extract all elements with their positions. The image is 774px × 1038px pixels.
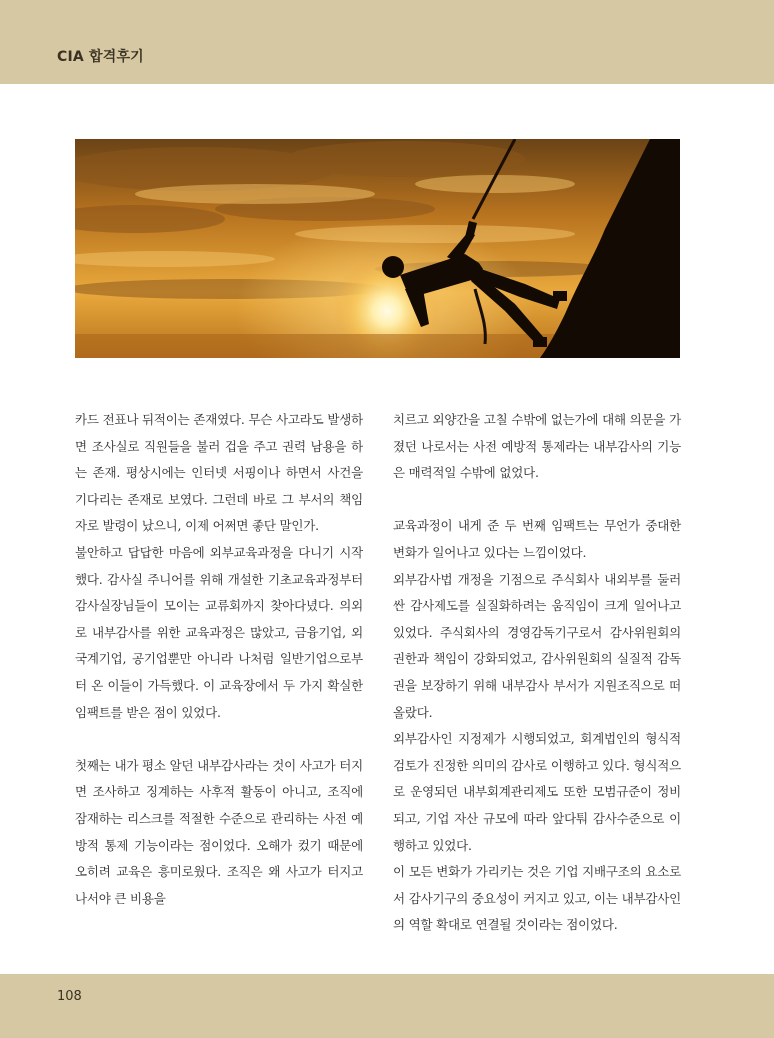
header-band — [0, 0, 774, 84]
paragraph: 불안하고 답답한 마음에 외부교육과정을 다니기 시작했다. 감사실 주니어를 위해 개설한 기초교육과정부터 감사실장님들이 모이는 교류회까지 찾아다녔다. 의외로 내부감사를 위한 교육과정은 많았고, 금융기업, 외국계기업, 공기업뿐만 아니라 나처럼 일반기업으로부터 온 이들이 가득했다. 이 교육장에서 두 가지 확실한 임팩트를 받은 점이 있었다. — [75, 544, 363, 720]
paragraph: 첫째는 내가 평소 알던 내부감사라는 것이 사고가 터지면 조사하고 징계하는 사후적 활동이 아니고, 조직에 잠재하는 리스크를 적절한 수준으로 관리하는 사전 예방적 통제 기능이라는 점이었다. 오해가 컸기 때문에 오히려 교육은 흥미로웠다. 조직은 왜 사고가 터지고 나서야 큰 비용을 — [75, 757, 363, 906]
paragraph: 외부감사법 개정을 기점으로 주식회사 내외부를 둘러싼 감사제도를 실질화하려는 움직임이 크게 일어나고 있었다. 주식회사의 경영감독기구로서 감사위원회의 권한과 책임이 강화되었고, 감사위원회의 실질적 감독권을 보장하기 위해 내부감사 부서가 지원조직으로 떠올랐다. — [393, 571, 681, 720]
paragraph: 치르고 외양간을 고칠 수밖에 없는가에 대해 의문을 가졌던 나로서는 사전 예방적 통제라는 내부감사의 기능은 매력적일 수밖에 없었다. — [393, 412, 681, 481]
paragraph: 교육과정이 내게 준 두 번째 임팩트는 무언가 중대한 변화가 일어나고 있다는 느낌이었다. — [393, 518, 681, 560]
paragraph: 카드 전표나 뒤적이는 존재였다. 무슨 사고라도 발생하면 조사실로 직원들을 불러 겁을 주고 권력 남용을 하는 존재. 평상시에는 인터넷 서핑이나 하면서 사건을 기다리는 존재로 보였다. 그런데 바로 그 부서의 책임자로 발령이 났으니, 이제 어쩌면 좋단 말인가. — [75, 412, 363, 534]
climber-at-sunset-photo — [75, 139, 680, 358]
paragraph: 외부감사인 지정제가 시행되었고, 회계법인의 형식적 검토가 진정한 의미의 감사로 이행하고 있다. 형식적으로 운영되던 내부회계관리제도 또한 모범규준이 정비되고, 기업 자산 규모에 따라 앞다퉈 감사수준으로 이행하고 있었다. — [393, 731, 681, 853]
left-column — [75, 407, 363, 912]
paragraph: 이 모든 변화가 가리키는 것은 기업 지배구조의 요소로서 감사기구의 중요성이 커지고 있고, 이는 내부감사인의 역할 확대로 연결될 것이라는 점이었다. — [393, 864, 681, 933]
footer-band — [0, 974, 774, 1038]
right-column — [393, 407, 681, 939]
section-title: CIA 합격후기 — [57, 49, 144, 65]
page-number: 108 — [57, 989, 82, 1004]
